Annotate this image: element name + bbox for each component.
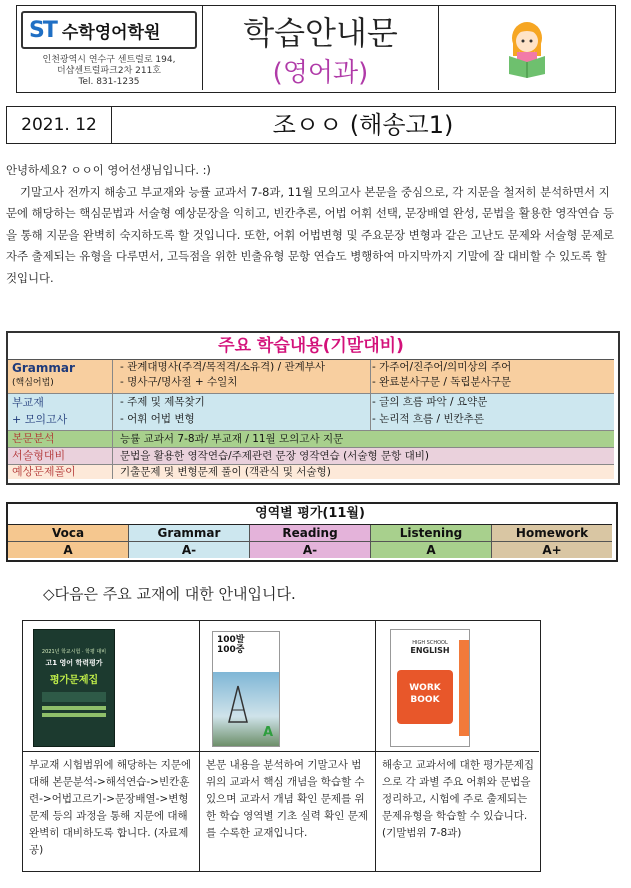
book-3-cover: HIGH SCHOOL ENGLISH WORK BOOK [390,629,470,747]
subbook-items-right: - 글의 흐름 파악 / 요약문 - 논리적 흐름 / 빈칸추론 [372,396,488,425]
study-row-subbook [8,394,614,431]
eval-voca: Voca A [8,525,129,558]
page-title: 학습안내문 [243,14,398,52]
greeting: 안녕하세요? ㅇㅇ이 영어선생님입니다. :) [6,163,211,177]
header [16,5,616,93]
book-2-description: 본문 내용을 분석하여 기말고사 범위의 교과서 핵심 개념을 학습할 수 있으며 교과서 개념 확인 문제를 위한 학습 영역별 기초 실력 확인 문제를 수록한 교재입니다. [206,759,369,839]
logo-mark: ST [29,17,56,43]
illustration-area [439,6,614,90]
books-table [22,620,541,872]
books-intro: ◇다음은 주요 교재에 대한 안내입니다. [43,585,296,603]
eval-listening: Listening A [371,525,492,558]
book-3 [376,621,539,871]
book-2-cover-area [200,621,375,752]
page-subtitle: (영어과) [272,58,369,88]
intro-text [6,160,618,289]
academy-address [21,55,197,88]
phone: Tel. 831-1235 [78,77,140,87]
grammar-items-left: - 관계대명사(주격/목적격/소유격) / 관계부사 - 명사구/명사절 + 수일치 [120,361,326,388]
address-line1: 인천광역시 연수구 센트럴로 194, [42,55,176,65]
report-date: 2021. 12 [7,107,112,143]
intro-body: 기말고사 전까지 해송고 부교재와 능률 교과서 7-8과, 11월 모의고사 본문을 중심으로, 각 지문을 철저히 분석하면서 지문에 해당하는 핵심문법과 서술형 예상문장을 익히고, 빈칸추론, 어법 어휘 선택, 문장배열 완성, 문법을 활용한 영작연습 등을 통해 지문을 완벽히 숙지하도록 할 것입니다. 또한, 어휘 어법변형 및 주요문장 변형과 같은 고난도 문제와 서술형 문제로 자주 출제되는 유형을 다루면서, 고득점을 위한 빈출유형 문항 연습도 병행하여 마지막까지 기말에 잘 대비할 수 있도록 할 것입니다. [6,184,614,285]
study-table-title: 주요 학습내용(기말대비) [8,333,614,360]
study-row-grammar [8,360,614,394]
eval-reading: Reading A- [250,525,371,558]
academy-name: 수학영어학원 [61,22,161,43]
book-2-cover: 100발 100중 A [212,631,280,747]
subbook-items-left: - 주제 및 제목찾기 - 어휘 어법 변형 [120,396,205,425]
reading-girl-icon [499,16,555,82]
study-row-practice: 예상문제풀이 기출문제 및 변형문제 풀이 (객관식 및 서술형) [8,465,614,479]
book-1 [23,621,200,871]
book-1-description: 부교재 시험범위에 해당하는 지문에 대해 본문분석->해석연습->빈칸훈련->어법고르기->문장배열->변형문제 등의 과정을 통해 지문에 대해 완벽히 대비하도록 합니다. (자료제공) [29,759,192,856]
book-1-cover-area [23,621,199,752]
grammar-items-right: - 가주어/진주어/의미상의 주어 - 완료분사구문 / 독립분사구문 [372,361,512,388]
student-name: 조ㅇㅇ (해송고1) [272,111,454,139]
logo-area [17,6,203,90]
book-3-cover-area [376,621,539,752]
row-label: Grammar (핵심어법) [8,360,113,393]
eval-homework: Homework A+ [492,525,612,558]
book-3-description: 해송고 교과서에 대한 평가문제집으로 각 과별 주요 어휘와 문법을 정리하고, 시험에 주로 출제되는 문제유형을 학습할 수 있습니다. (기말범위 7-8과) [382,759,535,839]
eval-grammar: Grammar A- [129,525,250,558]
book-1-cover: 2021년 학교시험 · 학평 대비 고1 영어 학력평가 평가문제집 [33,629,115,747]
study-row-writing: 서술형대비 문법을 활용한 영작연습/주제관련 문장 영작연습 (서술형 문항 대비) [8,448,614,465]
evaluation-table [6,502,618,562]
book-2 [200,621,376,871]
tower-icon [223,684,253,724]
title-area [203,6,439,90]
academy-logo [21,11,197,49]
address-line2: 더샵센트럴파크2차 211호 [56,66,161,76]
study-row-analysis: 본문분석 능률 교과서 7-8과/ 부교재 / 11월 모의고사 지문 [8,431,614,448]
student-info-bar [6,106,616,144]
evaluation-title: 영역별 평가(11월) [8,504,612,525]
study-content-table [6,331,620,485]
row-label: 부교재 + 모의고사 [8,394,113,430]
